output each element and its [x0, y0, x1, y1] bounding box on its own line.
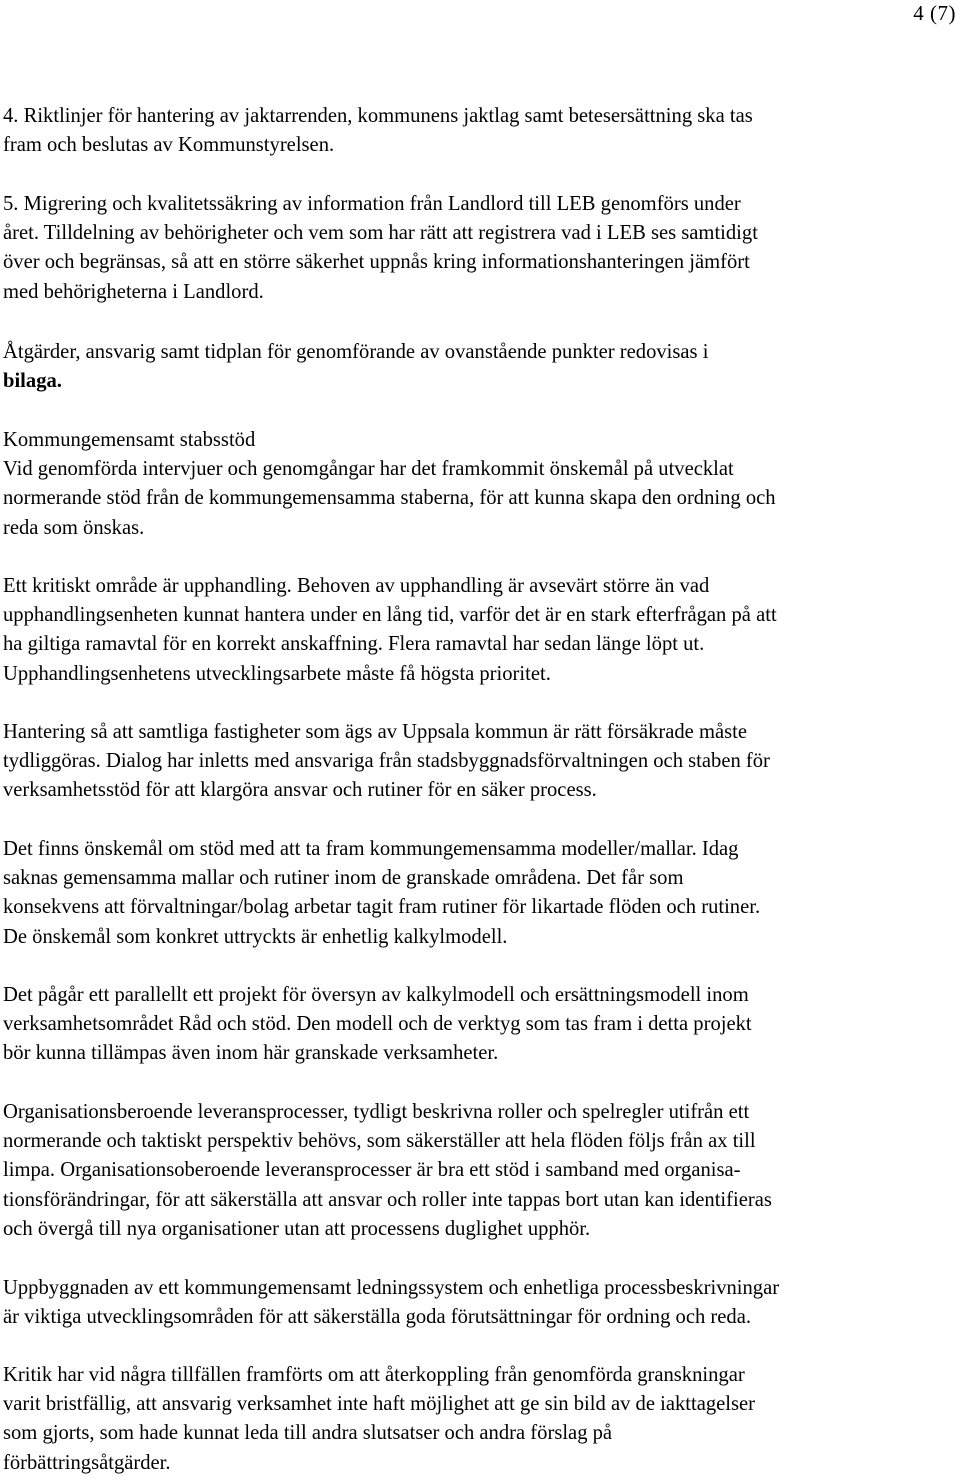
- bilaga-label: bilaga.: [3, 370, 62, 393]
- text-line: är viktiga utvecklingsområden för att säkerställa goda förutsättningar för ordning och reda.: [3, 1306, 751, 1329]
- text-line: Det pågår ett parallellt ett projekt för översyn av kalkylmodell och ersättningsmodell inom: [3, 984, 749, 1006]
- text-line: varit bristfällig, att ansvarig verksamhet inte haft möjlighet att ge sin bild av de iakttagelser: [3, 1393, 756, 1416]
- text-line: 5. Migrering och kvalitetssäkring av information från Landlord till LEB genomförs under: [3, 193, 741, 215]
- text-line: 4. Riktlinjer för hantering av jaktarrenden, kommunens jaktlag samt betesersättning ska tas: [3, 105, 753, 127]
- paragraph-leveransprocesser: [3, 1098, 960, 1244]
- paragraph-upphandling: [3, 572, 960, 689]
- text-line: Upphandlingsenhetens utvecklingsarbete måste få högsta prioritet.: [3, 662, 551, 685]
- text-line: tionsförändringar, för att säkerställa att ansvar och roller inte tappas bort utan kan identifieras: [3, 1188, 772, 1211]
- paragraph-fastigheter: [3, 718, 960, 806]
- section-heading: Kommungemensamt stabsstöd: [3, 429, 256, 451]
- text-line: Det finns önskemål om stöd med att ta fram kommungemensamma modeller/mallar. Idag: [3, 838, 739, 860]
- paragraph-atgarder: [3, 338, 960, 396]
- text-line: över och begränsas, så att en större säkerhet uppnås kring informationshanteringen jämfört: [3, 251, 750, 274]
- text-line: Kritik har vid några tillfällen framförts om att återkoppling från genomförda granskningar: [3, 1364, 745, 1386]
- text-line: saknas gemensamma mallar och rutiner inom de granskade områdena. Det får som: [3, 867, 684, 890]
- text-line: bör kunna tillämpas även inom här granskade verksamheter.: [3, 1042, 499, 1065]
- paragraph-kritik: [3, 1361, 960, 1478]
- text-line: året. Tilldelning av behörigheter och vem som har rätt att registrera vad i LEB ses samtidigt: [3, 222, 758, 245]
- paragraph-kalkylmodell: [3, 981, 960, 1069]
- text-line: Åtgärder, ansvarig samt tidplan för genomförande av ovanstående punkter redovisas i: [3, 341, 709, 363]
- text-line: verksamhetsområdet Råd och stöd. Den modell och de verktyg som tas fram i detta projekt: [3, 1013, 752, 1036]
- text-line: Uppbyggnaden av ett kommungemensamt ledningssystem och enhetliga processbeskrivningar: [3, 1277, 780, 1299]
- text-line: fram och beslutas av Kommunstyrelsen.: [3, 134, 335, 157]
- text-line: Hantering så att samtliga fastigheter som ägs av Uppsala kommun är rätt försäkrade måste: [3, 721, 747, 743]
- text-line: förbättringsåtgärder.: [3, 1451, 171, 1474]
- text-line: ha giltiga ramavtal för en korrekt anskaffning. Flera ramavtal har sedan länge löpt ut.: [3, 633, 705, 656]
- text-line: som gjorts, som hade kunnat leda till andra slutsatser och andra förslag på: [3, 1422, 613, 1445]
- text-line: tydliggöras. Dialog har inletts med ansvariga från stadsbyggnadsförvaltningen och staben för: [3, 750, 770, 773]
- text-line: konsekvens att förvaltningar/bolag arbetar tagit fram rutiner för likartade flöden och rutiner.: [3, 896, 761, 919]
- page-number: 4 (7): [913, 1, 956, 25]
- text-line: reda som önskas.: [3, 516, 145, 539]
- text-line: normerande stöd från de kommungemensamma staberna, för att kunna skapa den ordning och: [3, 487, 776, 510]
- text-line: Ett kritiskt område är upphandling. Behoven av upphandling är avsevärt större än vad: [3, 575, 710, 597]
- text-line: Organisationsberoende leveransprocesser, tydligt beskrivna roller och spelregler utifrån ett: [3, 1101, 750, 1123]
- text-line: De önskemål som konkret uttryckts är enhetlig kalkylmodell.: [3, 925, 508, 948]
- text-line: med behörigheterna i Landlord.: [3, 280, 264, 303]
- paragraph-riktlinjer: [3, 102, 960, 160]
- paragraph-migrering: [3, 190, 960, 307]
- paragraph-ledningssystem: [3, 1274, 960, 1332]
- text-line: normerande och taktiskt perspektiv behövs, som säkerställer att hela flöden följs från ax till: [3, 1130, 756, 1153]
- paragraph-modeller: [3, 835, 960, 952]
- text-line: upphandlingsenheten kunnat hantera under en lång tid, varför det är en stark efterfrågan på att: [3, 604, 777, 627]
- paragraph-stabsstod: [3, 426, 960, 543]
- text-line: och övergå till nya organisationer utan att processens duglighet upphör.: [3, 1217, 591, 1240]
- text-line: limpa. Organisationsoberoende leveransprocesser är bra ett stöd i samband med organisa-: [3, 1159, 741, 1182]
- text-line: verksamhetsstöd för att klargöra ansvar och rutiner för en säker process.: [3, 779, 597, 802]
- text-line: Vid genomförda intervjuer och genomgångar har det framkommit önskemål på utvecklat: [3, 458, 734, 481]
